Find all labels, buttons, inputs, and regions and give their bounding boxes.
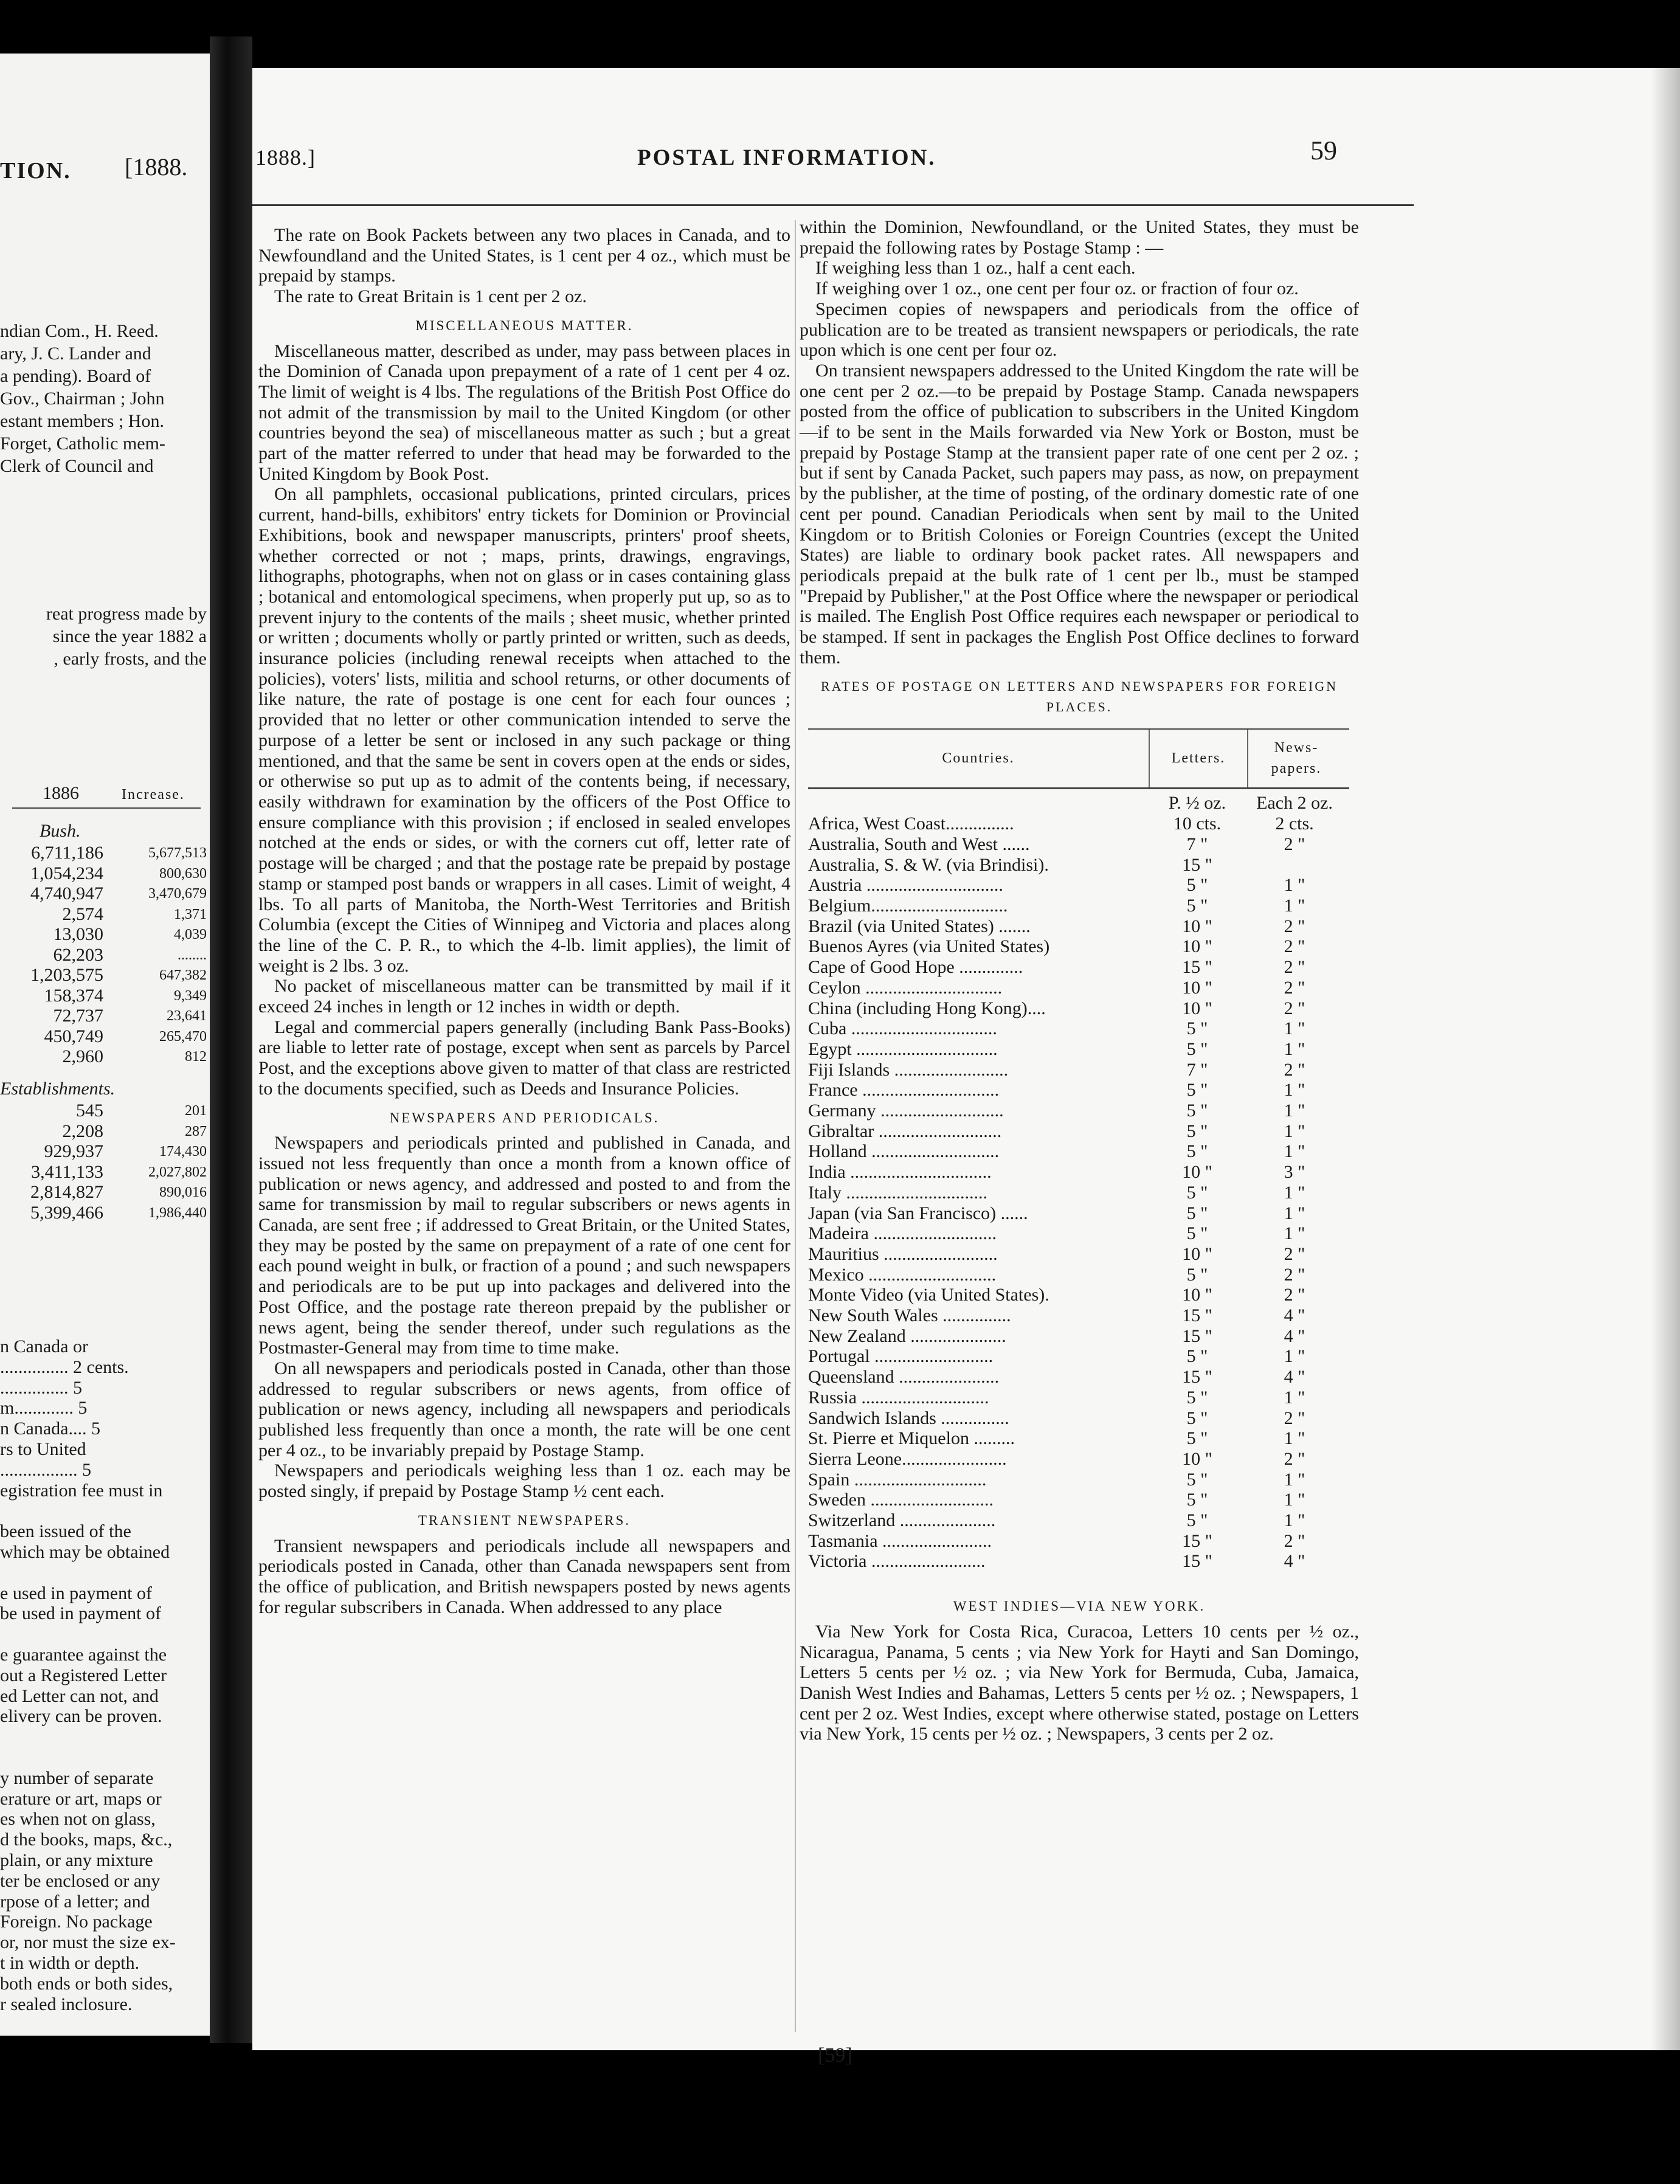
table-row — [808, 1428, 1349, 1449]
misc-paragraph: No packet of miscellaneous matter can be transmitted by mail if it exceed 24 inches in length or 12 inches in width or depth. — [258, 976, 790, 1017]
letters-cell: 10 cts. — [1173, 814, 1222, 834]
country-cell: Queensland ...................... — [808, 1367, 1000, 1387]
letters-cell: 10 " — [1182, 936, 1212, 957]
prev-cell-value: 13,030 — [53, 924, 103, 944]
country-cell: France .............................. — [808, 1080, 1000, 1101]
letters-cell: 5 " — [1186, 1141, 1208, 1162]
letters-cell: 7 " — [1186, 1059, 1208, 1080]
country-cell: Holland ............................ — [808, 1141, 1000, 1162]
letters-cell: 5 " — [1186, 1387, 1208, 1408]
table-row — [808, 1039, 1349, 1060]
prev-text-line: Foreign. No package — [0, 1912, 153, 1932]
prev-text-line: es when not on glass, — [0, 1809, 156, 1830]
newspapers-cell: 2 " — [1284, 1059, 1305, 1080]
letters-cell: 15 " — [1182, 1551, 1212, 1572]
prev-cell-value: 62,203 — [53, 944, 103, 965]
prev-text-line: estant members ; Hon. — [0, 411, 164, 431]
prev-text-line: a pending). Board of — [0, 366, 151, 386]
west-indies-paragraph: Via New York for Costa Rica, Curacoa, Letters 10 cents per ½ oz., Nicaragua, Panama, 5 cents ; via New York for Hayti and San Domingo, Letters 5 cents per ½ oz. ; via New York for Bermuda, Cuba, Jamaica, Danish West Indies and Bahamas, Letters 5 cents per ½ oz. ; Newspapers, 1 cent per 2 oz. West Indies, except where otherwise stated, postage on Letters via New York, 15 cents per ½ oz. ; Newspapers, 3 cents per 2 oz. — [800, 1621, 1359, 1744]
prev-text-line: out a Registered Letter — [0, 1665, 167, 1685]
prev-table-header-increase: Increase. — [122, 787, 185, 803]
letters-cell: 5 " — [1186, 1018, 1208, 1039]
newspapers-cell: 2 cts. — [1275, 814, 1314, 834]
table-row — [808, 1121, 1349, 1142]
prev-cell-increase: 812 — [185, 1049, 207, 1065]
prev-text-line: , early frosts, and the — [54, 649, 207, 669]
newspapers-cell: 1 " — [1284, 1182, 1305, 1203]
prev-cell-value: 2,208 — [62, 1121, 103, 1141]
letters-cell: 5 " — [1186, 1121, 1208, 1141]
misc-paragraph: Legal and commercial papers generally (including Bank Pass-Books) are liable to letter rate of postage, except when sent as parcels by Parcel Post, and the exceptions above given to matter of that class are restricted to the documents specified, such as Deeds and Insurance Policies. — [258, 1017, 790, 1099]
prev-cell-value: 2,960 — [62, 1046, 103, 1066]
prev-year: [1888. — [125, 153, 188, 181]
prev-cell-increase: 3,470,679 — [148, 886, 207, 902]
prev-cell-value: 1,054,234 — [30, 863, 103, 883]
table-row — [808, 1244, 1349, 1265]
letters-cell: 15 " — [1182, 1530, 1212, 1551]
country-cell: Mauritius ......................... — [808, 1243, 998, 1264]
news-paragraph: Newspapers and periodicals weighing less than 1 oz. each may be posted singly, if prepaid by Postage Stamp ½ cent each. — [258, 1460, 790, 1502]
prev-text-line: e used in payment of — [0, 1583, 152, 1603]
column-divider — [795, 220, 796, 2032]
header-rule — [252, 204, 1414, 206]
transient-heading: TRANSIENT NEWSPAPERS. — [418, 1512, 631, 1528]
prev-text-line: since the year 1882 a — [52, 626, 207, 646]
country-cell: Russia ............................ — [808, 1387, 989, 1408]
table-row — [808, 834, 1349, 855]
letters-cell: 5 " — [1186, 875, 1208, 896]
table-row — [808, 1203, 1349, 1224]
prev-cell-value: 72,737 — [53, 1006, 103, 1026]
prev-text-line: be used in payment of — [0, 1603, 161, 1624]
newspapers-cell: 1 " — [1284, 1387, 1305, 1408]
prev-text-line: ................. 5 — [0, 1459, 91, 1480]
table-row — [808, 1141, 1349, 1162]
letters-cell: 5 " — [1186, 1428, 1208, 1449]
table-row — [808, 998, 1349, 1019]
letters-cell: 15 " — [1182, 1305, 1212, 1326]
newspapers-cell: 1 " — [1284, 1018, 1305, 1039]
col-header-letters: Letters. — [1149, 730, 1247, 787]
newspapers-cell: 2 " — [1284, 916, 1305, 936]
letters-cell: 5 " — [1186, 1038, 1208, 1059]
header-year: 1888.] — [255, 145, 316, 170]
transient-paragraph: Transient newspapers and periodicals include all newspapers and periodicals posted in Canada, other than Canada newspapers sent from the office of publication, and British newspapers posted by news agents for regular subscribers in Canada. When addressed to any place — [258, 1535, 790, 1617]
table-row — [808, 1162, 1349, 1183]
country-cell: Madeira ........................... — [808, 1223, 997, 1244]
country-cell: New Zealand ..................... — [808, 1325, 1006, 1346]
country-cell: Africa, West Coast............... — [808, 814, 1014, 834]
prev-text-line: elivery can be proven. — [0, 1706, 162, 1727]
letters-cell: 5 " — [1186, 1203, 1208, 1223]
continued-paragraph: within the Dominion, Newfoundland, or the United States, they must be prepaid the following rates by Postage Stamp : — — [800, 217, 1359, 258]
table-row — [808, 1265, 1349, 1285]
country-cell: New South Wales ............... — [808, 1305, 1011, 1326]
prev-table-sub1: Bush. — [40, 821, 81, 841]
newspapers-cell: 1 " — [1284, 1203, 1305, 1223]
west-indies-heading: WEST INDIES—VIA NEW YORK. — [953, 1598, 1206, 1614]
prev-cell-value: 2,814,827 — [30, 1182, 103, 1202]
newspapers-heading: NEWSPAPERS AND PERIODICALS. — [389, 1110, 660, 1125]
table-row — [808, 916, 1349, 937]
prev-cell-value: 3,411,133 — [31, 1161, 103, 1182]
country-cell: Brazil (via United States) ....... — [808, 916, 1031, 936]
country-cell: Buenos Ayres (via United States) — [808, 936, 1050, 957]
country-cell: Austria .............................. — [808, 875, 1003, 896]
prev-text-line: ed Letter can not, and — [0, 1685, 159, 1706]
col-header-countries: Countries. — [942, 750, 1015, 767]
country-cell: Monte Video (via United States). — [808, 1285, 1049, 1305]
newspapers-cell — [1246, 855, 1343, 876]
country-cell: Fiji Islands ......................... — [808, 1059, 1009, 1080]
letters-cell: 10 " — [1182, 1448, 1212, 1469]
table-row — [808, 1408, 1349, 1429]
prev-text-line: n Canada.... 5 — [0, 1419, 100, 1439]
prev-text-line: ............... 5 — [0, 1377, 82, 1398]
country-cell: Egypt ............................... — [808, 1038, 998, 1059]
letters-cell: 7 " — [1186, 834, 1208, 854]
rate-line: If weighing less than 1 oz., half a cent each. — [815, 258, 1136, 278]
newspapers-cell: 4 " — [1284, 1551, 1305, 1572]
newspapers-cell: 1 " — [1284, 1080, 1305, 1101]
newspapers-cell: 3 " — [1284, 1162, 1305, 1183]
rate-line: If weighing over 1 oz., one cent per four oz. or fraction of four oz. — [815, 278, 1299, 299]
transient-uk-paragraph: On transient newspapers addressed to the United Kingdom the rate will be one cent per 2 oz.—to be prepaid by Postage Stamp. Canada newspapers posted from the office of publication to subscribers in the United Kingdom—if to be sent in the Mails forwarded via New York or Boston, must be prepaid by Postage Stamp at the transient paper rate of one cent per 2 oz. ; but if sent by Canada Packet, such papers may pass, as now, on prepayment by the publisher, at the time of posting, of the ordinary domestic rate of one cent per pound. Canadian Periodicals when sent by mail to the United Kingdom or to British Colonies or Foreign Countries (except the United States) are liable to ordinary book packet rates. All newspapers and periodicals prepaid at the bulk rate of 1 cent per lb., must be stamped "Prepaid by Publisher," at the Post Office where the newspaper or periodical is mailed. The English Post Office requires each newspaper or periodical to be stamped. If sent in packages the English Post Office declines to forward them. — [800, 360, 1359, 668]
prev-cell-increase: 800,630 — [159, 865, 207, 882]
letters-unit: P. ½ oz. — [1168, 793, 1226, 814]
book-packet-rate: The rate on Book Packets between any two places in Canada, and to Newfoundland and the United States, is 1 cent per 4 oz., which must be prepaid by stamps. — [258, 225, 790, 286]
letters-cell: 15 " — [1182, 957, 1212, 978]
country-cell: Gibraltar ........................... — [808, 1121, 1002, 1141]
prev-cell-value: 158,374 — [44, 985, 103, 1006]
book-gutter — [210, 36, 252, 2043]
page-59 — [252, 68, 1680, 2067]
newspapers-cell: 2 " — [1284, 1448, 1305, 1469]
prev-text-line: erature or art, maps or — [0, 1788, 162, 1809]
table-row — [808, 957, 1349, 978]
prev-text-line: t in width or depth. — [0, 1953, 140, 1973]
prev-text-line: n Canada or — [0, 1336, 88, 1356]
country-cell: Victoria ......................... — [808, 1551, 986, 1572]
letters-cell: 15 " — [1182, 1367, 1212, 1387]
table-row — [808, 1183, 1349, 1203]
prev-text-line: r sealed inclosure. — [0, 1994, 133, 2014]
letters-cell: 10 " — [1182, 1243, 1212, 1264]
previous-page-fragment — [0, 54, 210, 2036]
rates-table-units — [808, 793, 1349, 814]
prev-cell-increase: 5,677,513 — [148, 845, 207, 861]
page-edge-shadow — [1651, 68, 1680, 2050]
prev-cell-value: 545 — [76, 1101, 103, 1121]
prev-text-line: m............. 5 — [0, 1398, 88, 1419]
letters-cell: 5 " — [1186, 1223, 1208, 1244]
table-row — [808, 1387, 1349, 1408]
country-cell: Italy ............................... — [808, 1182, 987, 1203]
misc-paragraph: Miscellaneous matter, described as under, may pass between places in the Dominion of Canada upon prepayment of a rate of 1 cent per 4 oz. The limit of weight is 4 lbs. The regulations of the British Post Office do not admit of the transmission by mail to the United Kingdom (or other countries beyond the sea) of miscellaneous matter as such ; but a great part of the matter referred to under that head may be forwarded to the United Kingdom by Book Post. — [258, 340, 790, 484]
newspapers-cell: 1 " — [1284, 1101, 1305, 1121]
table-row — [808, 1470, 1349, 1490]
prev-text-line: rs to United — [0, 1439, 86, 1459]
country-cell: India ............................... — [808, 1162, 992, 1183]
country-cell: China (including Hong Kong).... — [808, 998, 1046, 1018]
prev-cell-value: 5,399,466 — [30, 1202, 103, 1223]
country-cell: Spain ............................. — [808, 1469, 987, 1490]
table-row — [808, 855, 1349, 876]
newspapers-cell: 1 " — [1284, 1223, 1305, 1244]
table-row — [808, 1346, 1349, 1367]
country-cell: Sierra Leone....................... — [808, 1448, 1007, 1469]
letters-cell: 15 " — [1182, 854, 1212, 875]
prev-cell-increase: ........ — [178, 947, 207, 963]
country-cell: St. Pierre et Miquelon ......... — [808, 1428, 1015, 1449]
letters-cell: 5 " — [1186, 1182, 1208, 1203]
newspapers-cell: 2 " — [1284, 1530, 1305, 1551]
table-row — [808, 1018, 1349, 1039]
right-column — [800, 217, 1359, 1744]
prev-cell-value: 450,749 — [44, 1026, 103, 1046]
letters-cell: 5 " — [1186, 1101, 1208, 1121]
prev-cell-increase: 890,016 — [159, 1184, 207, 1200]
prev-text-line: reat progress made by — [46, 604, 207, 624]
country-cell: Switzerland ..................... — [808, 1510, 996, 1531]
letters-cell: 10 " — [1182, 1162, 1212, 1183]
newspapers-cell: 2 " — [1284, 1243, 1305, 1264]
newspapers-cell: 1 " — [1284, 1141, 1305, 1162]
newspapers-cell: 1 " — [1284, 1490, 1305, 1510]
table-row — [808, 1490, 1349, 1510]
newspapers-cell: 1 " — [1284, 895, 1305, 916]
letters-cell: 10 " — [1182, 977, 1212, 998]
table-row — [808, 1510, 1349, 1531]
prev-text-line: rpose of a letter; and — [0, 1891, 150, 1912]
prev-cell-increase: 9,349 — [174, 987, 207, 1004]
letters-cell: 5 " — [1186, 895, 1208, 916]
newspapers-cell: 2 " — [1284, 1408, 1305, 1428]
prev-cell-increase: 201 — [185, 1103, 207, 1119]
table-row — [808, 814, 1349, 834]
footer-page-number: [59] — [818, 2044, 852, 2067]
letters-cell: 5 " — [1186, 1510, 1208, 1531]
newspapers-cell: 2 " — [1284, 936, 1305, 957]
table-row — [808, 1326, 1349, 1347]
table-row — [808, 1449, 1349, 1470]
prev-text-line: egistration fee must in — [0, 1480, 163, 1501]
misc-matter-heading: MISCELLANEOUS MATTER. — [415, 317, 634, 333]
newspapers-cell: 1 " — [1284, 1469, 1305, 1490]
letters-cell: 5 " — [1186, 1469, 1208, 1490]
col-header-newspapers: News-papers. — [1247, 730, 1344, 787]
country-cell: Ceylon .............................. — [808, 977, 1003, 998]
country-cell: Australia, South and West ...... — [808, 834, 1030, 854]
letters-cell: 10 " — [1182, 998, 1212, 1018]
prev-table-sub2: Establishments. — [0, 1079, 116, 1099]
table-row — [808, 1080, 1349, 1101]
prev-cell-increase: 647,382 — [159, 967, 207, 983]
newspapers-cell: 2 " — [1284, 957, 1305, 978]
country-cell: Sandwich Islands ............... — [808, 1408, 1009, 1428]
prev-table-header-year: 1886 — [43, 783, 79, 803]
country-cell: Sweden ........................... — [808, 1490, 994, 1510]
news-paragraph: Newspapers and periodicals printed and published in Canada, and issued not less frequently than once a month from a known office of publication or news agency, and addressed and posted to and from the same for transmission by mail to regular subscribers or news agents in Canada, are sent free ; if addressed to Great Britain, or the United States, they may be posted by the same on prepayment of a rate of one cent for each pound weight in bulk, or fraction of a pound ; and such newspapers and periodicals are to be put up into packages and delivered into the Post Office, and the postage rate thereon prepaid by the publisher or news agent, being the sender thereof, under such regulations as the Postmaster-General may from time to time make. — [258, 1133, 790, 1358]
country-cell: Tasmania ........................ — [808, 1530, 992, 1551]
prev-text-line: both ends or both sides, — [0, 1973, 173, 1994]
table-row — [808, 1531, 1349, 1552]
prev-cell-value: 4,740,947 — [30, 883, 103, 904]
table-row — [808, 1367, 1349, 1387]
prev-cell-increase: 23,641 — [167, 1008, 207, 1024]
newspapers-cell: 1 " — [1284, 875, 1305, 896]
prev-text-line: ter be enclosed or any — [0, 1870, 161, 1891]
country-cell: Portugal .......................... — [808, 1346, 994, 1367]
prev-cell-value: 1,203,575 — [30, 965, 103, 985]
rates-table-header — [808, 728, 1349, 789]
newspapers-cell: 1 " — [1284, 1428, 1305, 1449]
left-column — [258, 225, 790, 1617]
prev-text-line: Clerk of Council and — [0, 456, 154, 476]
rates-table-title: RATES OF POSTAGE ON LETTERS AND NEWSPAPERS FOR FOREIGN PLACES. — [820, 679, 1338, 715]
newspapers-cell: 2 " — [1284, 834, 1305, 854]
specimen-paragraph: Specimen copies of newspapers and periodicals from the office of publication are to be treated as transient newspapers or periodicals, the rate upon which is one cent per four oz. — [800, 299, 1359, 361]
newspapers-cell: 1 " — [1284, 1346, 1305, 1367]
page-title: POSTAL INFORMATION. — [637, 145, 936, 170]
country-cell: Cape of Good Hope .............. — [808, 957, 1023, 978]
table-row — [808, 896, 1349, 916]
prev-cell-increase: 1,371 — [174, 906, 207, 922]
letters-cell: 10 " — [1182, 1285, 1212, 1305]
newspapers-cell: 2 " — [1284, 977, 1305, 998]
letters-cell: 5 " — [1186, 1080, 1208, 1101]
prev-text-line: d the books, maps, &c., — [0, 1830, 173, 1850]
table-row — [808, 1285, 1349, 1305]
newspapers-cell: 2 " — [1284, 1264, 1305, 1285]
misc-paragraph: On all pamphlets, occasional publications, printed circulars, prices current, hand-bills, exhibitors' entry tickets for Dominion or Provincial Exhibitions, book and newspaper manuscripts, printers' proof sheets, whether corrected or not ; maps, prints, drawings, engravings, lithographs, photographs, when not on glass or in cases containing glass ; botanical and entomological specimens, when properly put up, so as to prevent injury to the contents of the mails ; sheet music, whether printed or written ; documents wholly or partly printed or written, such as deeds, insurance policies (including renewal receipts when attached to the policies), voters' lists, militia and school returns, or other documents of like nature, the rate of postage is one cent for each four ounces ; provided that no letter or other communication intended to serve the purpose of a letter be sent or inclosed in any such package or thing mentioned, and that the same be sent in covers open at the ends or sides, or otherwise so put up as to admit of the contents being, if necessary, easily withdrawn for examination by the officers of the Post Office to ensure compliance with this provision ; if enclosed in sealed envelopes notched at the ends or sides, or with the corners cut off, letter rate of postage will be charged ; and that the postage rate be prepaid by postage stamp or stamped post bands or wrappers in all cases. Limit of weight, 4 lbs. To all parts of Manitoba, the North-West Territories and British Columbia (except the Cities of Winnipeg and Victoria and places along the line of the C. P. R., to which the 4-lb. limit applies), the limit of weight is 2 lbs. 3 oz. — [258, 484, 790, 976]
prev-text-line: ndian Com., H. Reed. — [0, 321, 159, 341]
great-britain-rate: The rate to Great Britain is 1 cent per 2 oz. — [274, 286, 587, 307]
country-cell: Japan (via San Francisco) ...... — [808, 1203, 1028, 1223]
letters-cell: 15 " — [1182, 1325, 1212, 1346]
prev-text-line: ............... 2 cents. — [0, 1356, 129, 1377]
country-cell: Mexico ............................ — [808, 1264, 997, 1285]
newspapers-cell: 4 " — [1284, 1325, 1305, 1346]
prev-cell-increase: 265,470 — [159, 1028, 207, 1045]
prev-cell-increase: 1,986,440 — [148, 1204, 207, 1221]
prev-cell-increase: 174,430 — [159, 1144, 207, 1159]
news-paragraph: On all newspapers and periodicals posted in Canada, other than those addressed to regular subscribers or news agents, from office of publication or news agency, including all newspapers and periodicals published less frequently than once a month, the rate will be one cent per 4 oz., to be invariably prepaid by Postage Stamp. — [258, 1358, 790, 1460]
table-row — [808, 978, 1349, 998]
country-cell: Cuba ................................ — [808, 1018, 997, 1039]
table-row — [808, 875, 1349, 896]
prev-running-head: TION. — [0, 158, 71, 184]
prev-text-line: which may be obtained — [0, 1542, 170, 1562]
prev-text-line: or, nor must the size ex- — [0, 1932, 176, 1953]
prev-text-line: been issued of the — [0, 1521, 131, 1542]
prev-text-line: Gov., Chairman ; John — [0, 389, 165, 409]
newspapers-cell: 1 " — [1284, 1121, 1305, 1141]
table-row — [808, 1101, 1349, 1121]
prev-text-line: y number of separate — [0, 1768, 154, 1788]
newspapers-cell: 2 " — [1284, 998, 1305, 1018]
letters-cell: 5 " — [1186, 1264, 1208, 1285]
newspapers-cell: 2 " — [1284, 1285, 1305, 1305]
prev-cell-value: 929,937 — [44, 1141, 103, 1161]
letters-cell: 5 " — [1186, 1490, 1208, 1510]
country-cell: Germany ........................... — [808, 1101, 1004, 1121]
country-cell: Australia, S. & W. (via Brindisi). — [808, 854, 1049, 875]
rates-table-body — [808, 814, 1349, 1572]
prev-cell-value: 6,711,186 — [31, 843, 103, 863]
table-row — [808, 1060, 1349, 1080]
header-page-number: 59 — [1310, 136, 1337, 165]
prev-cell-increase: 287 — [185, 1123, 207, 1139]
country-cell: Belgium.............................. — [808, 895, 1008, 916]
rates-table — [808, 728, 1349, 1572]
table-row — [808, 936, 1349, 957]
prev-text-line: e guarantee against the — [0, 1645, 167, 1665]
newspapers-cell: 4 " — [1284, 1305, 1305, 1326]
letters-cell: 5 " — [1186, 1408, 1208, 1428]
prev-cell-value: 2,574 — [62, 904, 103, 924]
letters-cell: 10 " — [1182, 916, 1212, 936]
table-row — [808, 1223, 1349, 1244]
table-row — [808, 1305, 1349, 1326]
newspapers-cell: 1 " — [1284, 1038, 1305, 1059]
table-row — [808, 1551, 1349, 1572]
prev-text-line: Forget, Catholic mem- — [0, 434, 165, 454]
prev-cell-increase: 2,027,802 — [148, 1164, 207, 1180]
letters-cell: 5 " — [1186, 1346, 1208, 1367]
prev-text-line: plain, or any mixture — [0, 1850, 153, 1870]
newspapers-unit: Each 2 oz. — [1256, 793, 1333, 814]
newspapers-cell: 1 " — [1284, 1510, 1305, 1531]
newspapers-cell: 4 " — [1284, 1367, 1305, 1387]
prev-cell-increase: 4,039 — [174, 927, 207, 942]
prev-text-line: ary, J. C. Lander and — [0, 344, 151, 364]
